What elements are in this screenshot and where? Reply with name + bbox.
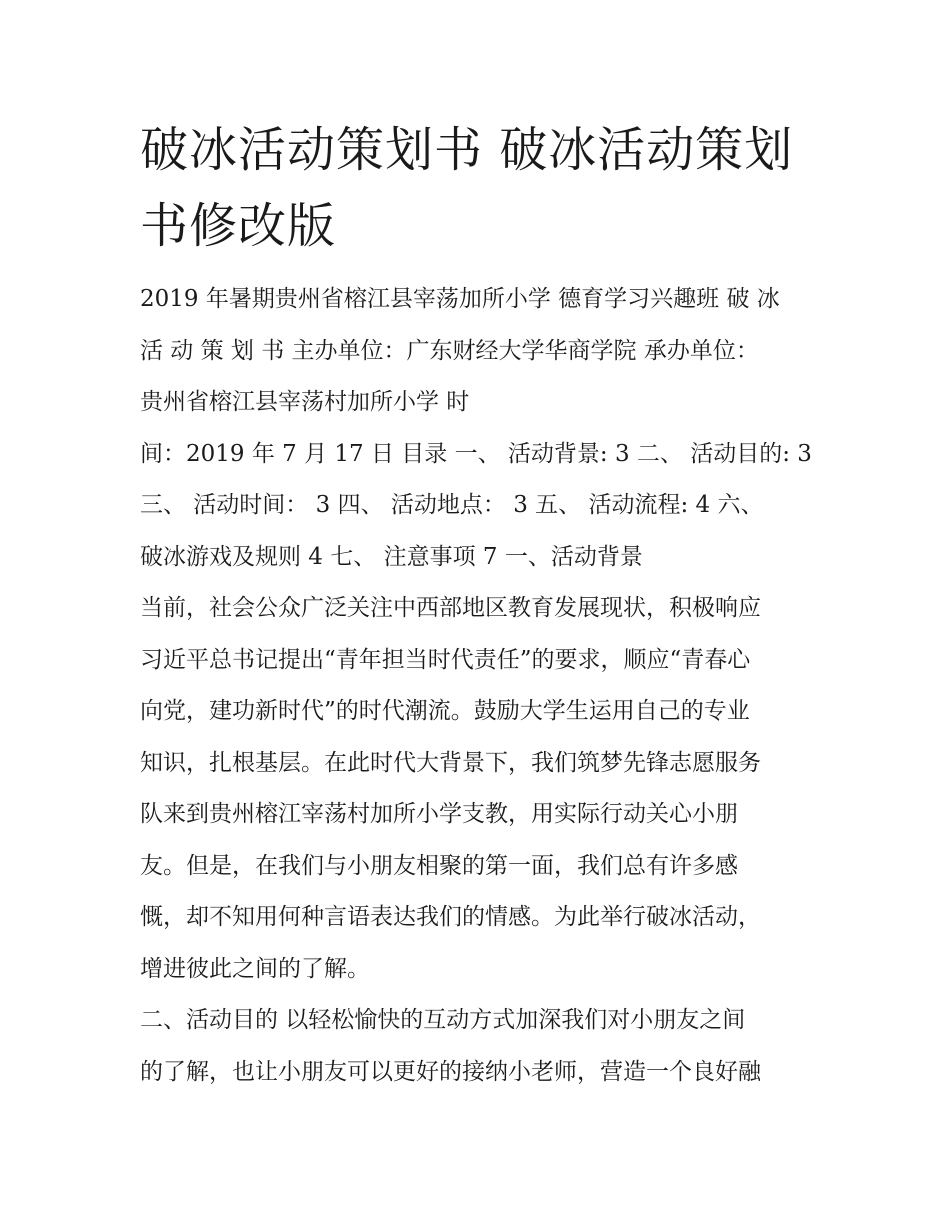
body-line: 知识，扎根基层。在此时代大背景下，我们筑梦先锋志愿服务 [140,749,761,776]
body-line: 破冰游戏及规则 4 七、 注意事项 7 一、活动背景 [140,543,643,570]
document-body [140,274,815,1098]
body-line: 友。但是，在我们与小朋友相聚的第一面，我们总有许多感 [140,852,738,879]
title-line: 书修改版 [140,198,337,254]
body-line: 向党，建功新时代”的时代潮流。鼓励大学生运用自己的专业 [140,698,750,724]
body-line: 间：2019 年 7 月 17 日 目录 一、 活动背景: 3 二、 活动目的: 3 [140,440,812,467]
body-line: 当前，社会公众广泛关注中西部地区教育发展现状，积极响应 [140,595,761,621]
body-line: 慨，却不知用何种言语表达我们的情感。为此举行破冰活动， [140,904,761,930]
document-title [140,112,815,264]
body-line: 队来到贵州榕江宰荡村加所小学支教，用实际行动关心小朋 [140,801,738,827]
document-page [140,112,815,1098]
body-line: 活 动 策 划 书 主办单位：广东财经大学华商学院 承办单位： [140,337,759,364]
body-line: 贵州省榕江县宰荡村加所小学 时 [140,389,470,415]
body-line: 习近平总书记提出“青年担当时代责任”的要求，顺应“青春心 [140,646,751,673]
body-line: 二、活动目的 以轻松愉快的互动方式加深我们对小朋友之间 [140,1007,746,1033]
body-line: 增进彼此之间的了解。 [140,955,370,982]
body-line: 2019 年暑期贵州省榕江县宰荡加所小学 德育学习兴趣班 破 冰 [140,286,780,312]
body-line: 三、 活动时间： 3 四、 活动地点： 3 五、 活动流程: 4 六、 [140,492,764,518]
title-line: 破冰活动策划书 破冰活动策划 [140,122,794,178]
body-line: 的了解，也让小朋友可以更好的接纳小老师，营造一个良好融 [140,1058,761,1085]
